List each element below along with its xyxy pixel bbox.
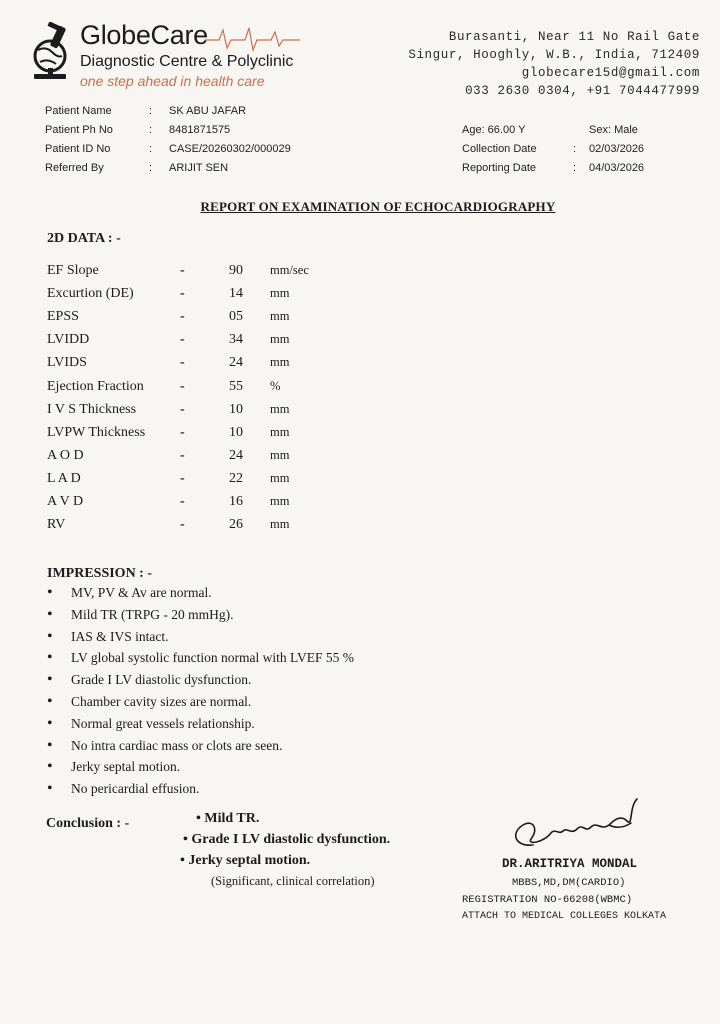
separator-dash: - (180, 263, 185, 278)
separator-dash: - (180, 286, 185, 301)
separator-dash: - (180, 494, 185, 509)
address-line-2: Singur, Hooghly, W.B., India, 712409 (408, 48, 700, 62)
measurement-row (0, 471, 400, 491)
conclusion-item: • Mild TR. (196, 811, 260, 826)
measurement-row (0, 425, 400, 445)
conclusion-label: Conclusion : - (46, 816, 130, 831)
measurement-value: 90 (229, 263, 243, 278)
list-item: • No intra cardiac mass or clots are seen. (47, 738, 354, 760)
separator-dash: - (180, 355, 185, 370)
measurement-unit: mm (270, 448, 290, 462)
measurement-label: EPSS (47, 309, 79, 324)
separator-dash: - (180, 425, 185, 440)
measurement-value: 26 (229, 517, 243, 532)
measurement-label: L A D (47, 471, 81, 486)
doctor-registration: REGISTRATION NO-66208(WBMC) (462, 894, 633, 906)
measurement-value: 16 (229, 494, 243, 509)
list-item: • Normal great vessels relationship. (47, 716, 354, 738)
measurement-unit: mm (270, 494, 290, 508)
separator-dash: - (180, 471, 185, 486)
doctor-degrees: MBBS,MD,DM(CARDIO) (512, 877, 626, 889)
measurement-row (0, 332, 400, 352)
doctor-signature-icon (505, 795, 655, 860)
measurement-unit: mm (270, 402, 290, 416)
list-item: • No pericardial effusion. (47, 781, 354, 803)
sex-value: Sex: Male (589, 124, 638, 136)
measurement-value: 10 (229, 425, 243, 440)
measurement-row (0, 494, 400, 514)
conclusion-item: • Jerky septal motion. (180, 853, 311, 868)
measurement-row (0, 355, 400, 375)
referred-by-label: Referred By (45, 162, 104, 174)
measurement-row (0, 517, 400, 537)
doctor-attachment: ATTACH TO MEDICAL COLLEGES KOLKATA (462, 911, 667, 922)
measurement-unit: mm/sec (270, 263, 309, 277)
ecg-heartbeat-icon (205, 24, 300, 52)
list-item: • Chamber cavity sizes are normal. (47, 694, 354, 716)
list-item: • Grade I LV diastolic dysfunction. (47, 672, 354, 694)
measurement-row (0, 309, 400, 329)
separator-dash: - (180, 402, 185, 417)
separator-dash: - (180, 379, 185, 394)
measurement-value: 22 (229, 471, 243, 486)
measurement-unit: mm (270, 332, 290, 346)
measurement-label: LVPW Thickness (47, 425, 146, 440)
conclusion-item: • Grade I LV diastolic dysfunction. (183, 832, 391, 847)
measurement-label: A O D (47, 448, 84, 463)
doctor-name: DR.ARITRIYA MONDAL (502, 857, 638, 871)
collection-date-value: 02/03/2026 (589, 143, 645, 155)
brand-subtitle: Diagnostic Centre & Polyclinic (80, 53, 294, 70)
patient-phone-value: 8481871575 (169, 124, 231, 136)
measurement-label: I V S Thickness (47, 402, 137, 417)
measurement-value: 14 (229, 286, 243, 301)
measurement-row (0, 263, 400, 283)
measurement-unit: mm (270, 517, 290, 531)
measurement-label: LVIDS (47, 355, 87, 370)
conclusion-note: (Significant, clinical correlation) (211, 874, 375, 888)
measurement-label: RV (47, 517, 66, 532)
referred-by-value: ARIJIT SEN (169, 162, 229, 174)
patient-phone-label: Patient Ph No (45, 124, 113, 136)
measurement-value: 10 (229, 402, 243, 417)
data-section-heading: 2D DATA : - (47, 231, 121, 246)
measurement-value: 55 (229, 379, 243, 394)
measurement-value: 05 (229, 309, 243, 324)
colon: : (149, 124, 153, 136)
email-line: globecare15d@gmail.com (521, 66, 700, 80)
measurement-unit: mm (270, 355, 290, 369)
patient-id-label: Patient ID No (45, 143, 111, 155)
measurement-unit: mm (270, 425, 290, 439)
measurement-value: 34 (229, 332, 243, 347)
colon: : (573, 162, 577, 174)
reporting-date-label: Reporting Date (462, 162, 536, 174)
measurement-value: 24 (229, 355, 243, 370)
patient-name-value: SK ABU JAFAR (169, 105, 247, 117)
measurement-row (0, 286, 400, 306)
colon: : (149, 162, 153, 174)
patient-name-label: Patient Name (45, 105, 112, 117)
measurement-row (0, 379, 400, 399)
address-line-1: Burasanti, Near 11 No Rail Gate (448, 30, 700, 44)
separator-dash: - (180, 309, 185, 324)
globe-microscope-logo-icon (28, 22, 80, 82)
brand-name: GlobeCare (80, 20, 208, 50)
brand-tagline: one step ahead in health care (80, 73, 265, 89)
phone-line: 033 2630 0304, +91 7044477999 (465, 84, 700, 98)
measurement-row (0, 402, 400, 422)
list-item: • MV, PV & Av are normal. (47, 585, 354, 607)
age-value: Age: 66.00 Y (462, 124, 526, 136)
measurement-unit: % (270, 379, 281, 393)
measurement-label: Excurtion (DE) (47, 286, 134, 301)
measurement-unit: mm (270, 471, 290, 485)
measurement-label: A V D (47, 494, 84, 509)
colon: : (149, 105, 153, 117)
measurement-row (0, 448, 400, 468)
colon: : (149, 143, 153, 155)
measurement-value: 24 (229, 448, 243, 463)
measurement-unit: mm (270, 309, 290, 323)
list-item: • IAS & IVS intact. (47, 629, 354, 651)
measurement-label: EF Slope (47, 263, 99, 278)
separator-dash: - (180, 517, 185, 532)
colon: : (573, 143, 577, 155)
collection-date-label: Collection Date (462, 143, 537, 155)
impression-list (47, 585, 354, 803)
separator-dash: - (180, 448, 185, 463)
list-item: • Jerky septal motion. (47, 759, 354, 781)
reporting-date-value: 04/03/2026 (589, 162, 645, 174)
list-item: • Mild TR (TRPG - 20 mmHg). (47, 607, 354, 629)
measurement-label: Ejection Fraction (47, 379, 144, 394)
measurement-unit: mm (270, 286, 290, 300)
separator-dash: - (180, 332, 185, 347)
impression-heading: IMPRESSION : - (47, 566, 153, 581)
list-item: • LV global systolic function normal with LVEF 55 % (47, 650, 354, 672)
patient-id-value: CASE/20260302/000029 (169, 143, 291, 155)
measurement-label: LVIDD (47, 332, 90, 347)
report-title: REPORT ON EXAMINATION OF ECHOCARDIOGRAPHY (200, 199, 556, 214)
